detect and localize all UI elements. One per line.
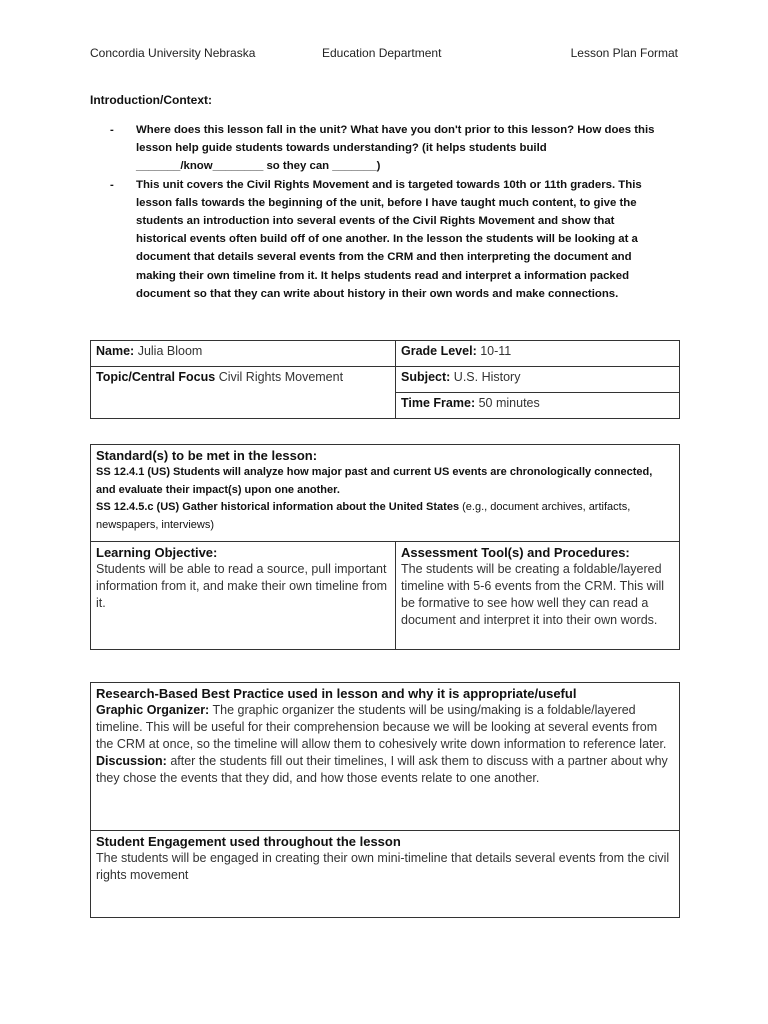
standard-2-code: SS 12.4.5.c (US) Gather historical information about the United States — [96, 501, 460, 513]
engagement-heading: Student Engagement used throughout the lesson — [96, 834, 401, 849]
discussion-label: Discussion: — [96, 754, 167, 768]
standards-heading: Standard(s) to be met in the lesson: — [96, 448, 318, 463]
graphic-organizer-label: Graphic Organizer: — [96, 703, 210, 717]
standard-2 — [96, 499, 674, 534]
discussion-text: after the students fill out their timelines, I will ask them to discuss with a partner about why they chose the events that they did, and how those events relate to one another. — [96, 754, 668, 785]
topic-value: Civil Rights Movement — [218, 370, 344, 384]
intro-item-questions — [110, 121, 660, 176]
info-table — [90, 340, 680, 419]
intro-context-text: This unit covers the Civil Rights Movement and is targeted towards 10th or 11th graders. This lesson falls towards the beginning of the unit, before I have taught much content, to give the students an introduction into several events of the Civil Rights Movement and show that historical events often build off of one another. In the lesson the students will be looking at a document that details several events from the CRM and then interpreting the document and making their own timeline from it. It helps students read and interpret a information packed document so that they can write about history in their own words and make connections. — [136, 178, 642, 300]
intro-questions-text: Where does this lesson fall in the unit? What have you don't prior to this lesson? How does this lesson help guide students towards understanding? (it helps students build _______/know________ so they can _______) — [136, 124, 655, 173]
objective-heading: Learning Objective: — [96, 545, 218, 560]
name-value: Julia Bloom — [137, 344, 203, 358]
best-practice-heading: Research-Based Best Practice used in lesson and why it is appropriate/useful — [96, 686, 577, 701]
intro-list — [110, 121, 660, 303]
engagement-cell — [91, 831, 680, 918]
time-label: Time Frame: — [401, 396, 476, 410]
subject-value: U.S. History — [453, 370, 521, 384]
graphic-organizer-text: The graphic organizer the students will be using/making is a foldable/layered timeline. This will be useful for their comprehension because we will be looking at several events from the CRM at once, so the timeline will allow them to cohesively write down information to reference later. — [96, 703, 667, 751]
time-cell — [396, 393, 680, 419]
graphic-organizer-paragraph — [96, 702, 674, 753]
header-department: Education Department — [322, 46, 442, 60]
standard-1: SS 12.4.1 (US) Students will analyze how major past and current US events are chronologically connected, and evaluate their impact(s) upon one another. — [96, 466, 653, 496]
standards-cell — [91, 445, 680, 542]
engagement-text: The students will be engaged in creating their own mini-timeline that details several events from the civil rights movement — [96, 851, 670, 882]
practice-table — [90, 682, 680, 918]
dash-bullet: - — [110, 124, 114, 136]
grade-value: 10-11 — [480, 344, 512, 358]
assessment-heading: Assessment Tool(s) and Procedures: — [401, 545, 630, 560]
intro-item-context — [110, 176, 660, 303]
dash-bullet: - — [110, 178, 114, 191]
objective-text: Students will be able to read a source, pull important information from it, and make their own timeline from it. — [96, 562, 388, 610]
standard-2-examples: (e.g., document archives, artifacts, newspapers, interviews) — [96, 501, 631, 531]
standards-table — [90, 444, 680, 650]
header-format: Lesson Plan Format — [570, 46, 678, 60]
subject-cell — [396, 367, 680, 393]
grade-label: Grade Level: — [401, 344, 477, 358]
header-university: Concordia University Nebraska — [90, 46, 256, 60]
subject-label: Subject: — [401, 370, 451, 384]
best-practice-cell — [91, 683, 680, 831]
assessment-cell — [396, 542, 680, 650]
time-value: 50 minutes — [478, 396, 540, 410]
grade-cell — [396, 341, 680, 367]
topic-cell — [91, 367, 396, 419]
discussion-paragraph — [96, 753, 674, 787]
objective-cell — [91, 542, 396, 650]
name-label: Name: — [96, 344, 135, 358]
topic-label: Topic/Central Focus — [96, 370, 216, 384]
assessment-text: The students will be creating a foldable/layered timeline with 5-6 events from the CRM. This will be formative to see how well they can read a document and interpret it into their own words. — [401, 562, 665, 627]
name-cell — [91, 341, 396, 367]
intro-title: Introduction/Context: — [90, 93, 212, 107]
